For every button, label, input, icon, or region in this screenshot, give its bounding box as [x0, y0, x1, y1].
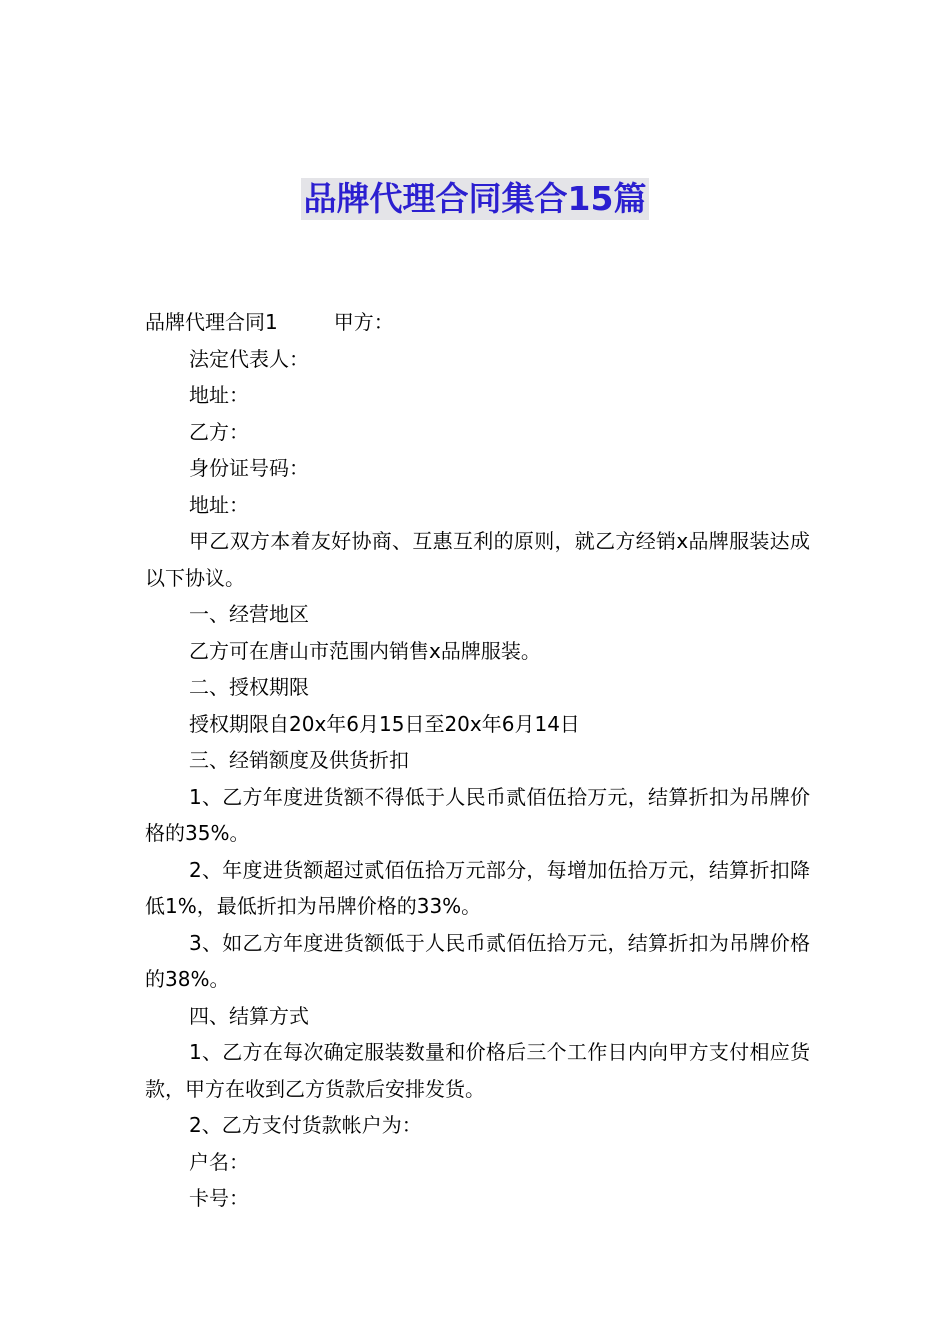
first-line: [145, 304, 810, 341]
party-b-label: 乙方：: [189, 419, 249, 444]
section-3-item-1: 1、乙方年度进货额不得低于人民币贰佰伍拾万元，结算折扣为吊牌价格的35%。: [145, 784, 810, 845]
document-title: 品牌代理合同集合15篇: [301, 178, 650, 220]
section-4-item-1: 1、乙方在每次确定服装数量和价格后三个工作日内向甲方支付相应货款，甲方在收到乙方货款后安排发货。: [145, 1040, 810, 1101]
section-heading-2: 二、授权期限: [189, 675, 309, 699]
section-3-item-2: 2、年度进货额超过贰佰伍拾万元部分，每增加伍拾万元，结算折扣降低1%，最低折扣为吊牌价格的33%。: [145, 857, 810, 918]
section-3-item-3: 3、如乙方年度进货额低于人民币贰佰伍拾万元，结算折扣为吊牌价格的38%。: [145, 930, 810, 991]
id-number: 身份证号码：: [189, 456, 309, 480]
party-b-address: 地址：: [189, 492, 249, 517]
card-number: 卡号：: [189, 1186, 249, 1210]
legal-representative: 法定代表人：: [189, 346, 309, 371]
party-a-label: 甲方：: [333, 310, 394, 334]
section-heading-1: 一、经营地区: [189, 602, 309, 626]
preamble: 甲乙双方本着友好协商、互惠互利的原则，就乙方经销x品牌服装达成以下协议。: [145, 529, 810, 590]
document-body: [145, 304, 810, 1217]
section-2-text: 授权期限自20x年6月15日至20x年6月14日: [189, 711, 580, 736]
party-a-address: 地址：: [189, 383, 249, 407]
account-name: 户名：: [189, 1149, 249, 1174]
contract-heading: 品牌代理合同1: [145, 310, 278, 334]
title-container: [0, 178, 950, 220]
section-heading-4: 四、结算方式: [189, 1003, 309, 1028]
section-1-text: 乙方可在唐山市范围内销售x品牌服装。: [189, 638, 541, 663]
section-heading-3: 三、经销额度及供货折扣: [189, 748, 409, 772]
section-4-item-2: 2、乙方支付货款帐户为：: [189, 1113, 422, 1137]
